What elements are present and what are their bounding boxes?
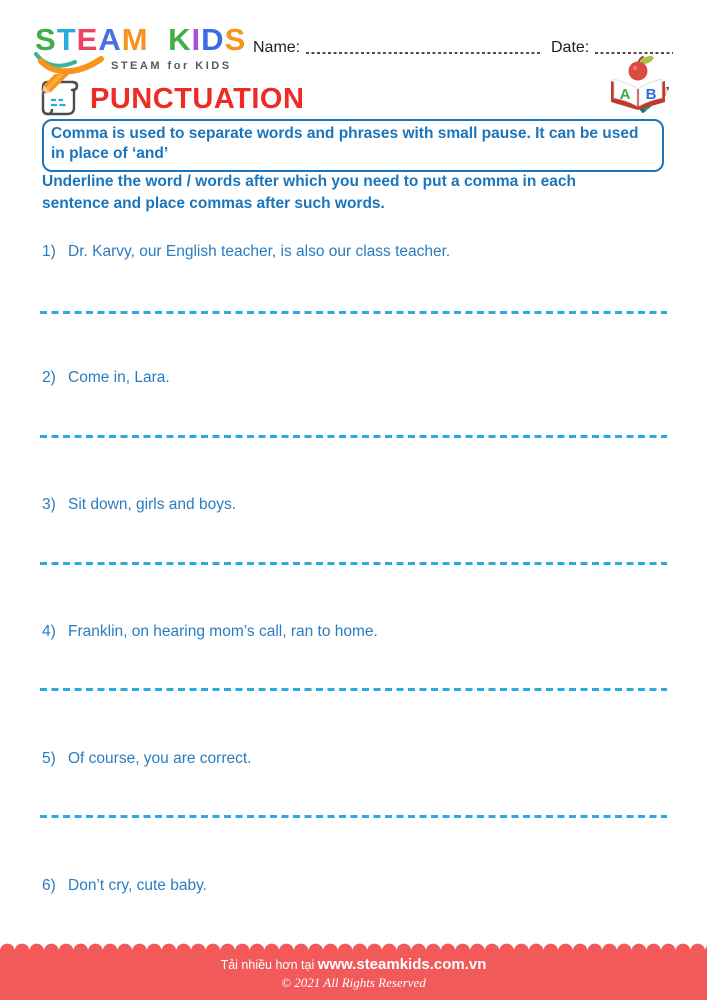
question-1 bbox=[42, 242, 662, 262]
question-text: Sit down, girls and boys. bbox=[68, 496, 237, 513]
pencil-scroll-icon bbox=[36, 74, 82, 118]
answer-line-4 bbox=[40, 688, 667, 691]
logo-letter: M bbox=[121, 22, 149, 57]
logo-letter: T bbox=[56, 22, 77, 57]
name-field bbox=[253, 40, 541, 56]
logo-word-steam bbox=[35, 24, 149, 55]
answer-line-2 bbox=[40, 435, 667, 438]
answer-line-3 bbox=[40, 562, 667, 565]
date-field bbox=[551, 40, 673, 56]
date-label: Date: bbox=[551, 39, 590, 56]
svg-text:A: A bbox=[619, 86, 631, 103]
question-number: 3) bbox=[42, 496, 56, 513]
question-number: 6) bbox=[42, 877, 56, 894]
answer-line-1 bbox=[40, 311, 667, 314]
footer-website-url: www.steamkids.com.vn bbox=[317, 956, 487, 973]
logo-letter: S bbox=[35, 22, 57, 57]
question-6 bbox=[42, 876, 662, 896]
logo-letter: A bbox=[98, 22, 122, 57]
question-number: 1) bbox=[42, 243, 56, 260]
question-text: Franklin, on hearing mom’s call, ran to home. bbox=[68, 623, 378, 640]
logo-letter: E bbox=[76, 22, 99, 57]
question-4 bbox=[42, 622, 662, 642]
logo-letter: K bbox=[168, 22, 192, 57]
answer-line-5 bbox=[40, 815, 667, 818]
logo-letter: S bbox=[224, 22, 247, 57]
question-number: 4) bbox=[42, 623, 56, 640]
footer-download-prefix: Tải nhiều hơn tại bbox=[220, 958, 318, 972]
comma-rule-text: Comma is used to separate words and phrases with small pause. It can be used in place of ‘and’ bbox=[51, 125, 639, 163]
date-write-line bbox=[595, 52, 673, 54]
instructions: Underline the word / words after which you need to put a comma in each sentence and place commas after such words. bbox=[42, 173, 576, 212]
swoosh-icon bbox=[33, 52, 111, 76]
question-2 bbox=[42, 368, 662, 388]
title-row bbox=[36, 74, 304, 118]
name-label: Name: bbox=[253, 39, 301, 56]
logo-wordmark bbox=[35, 24, 250, 55]
ab-book-apple-pencil-icon bbox=[605, 55, 671, 113]
page-title: PUNCTUATION bbox=[90, 82, 305, 115]
footer-download-line bbox=[0, 950, 707, 973]
question-5 bbox=[42, 749, 662, 769]
question-text: Don’t cry, cute baby. bbox=[68, 877, 207, 894]
question-text: Dr. Karvy, our English teacher, is also our class teacher. bbox=[68, 243, 451, 260]
footer-copyright: © 2021 All Rights Reserved bbox=[281, 975, 426, 990]
question-text: Come in, Lara. bbox=[68, 369, 170, 386]
logo-letter: D bbox=[201, 22, 225, 57]
question-number: 5) bbox=[42, 750, 56, 767]
svg-text:B: B bbox=[645, 86, 657, 103]
name-write-line bbox=[306, 52, 541, 54]
logo-letter: I bbox=[191, 22, 202, 57]
steam-kids-logo bbox=[35, 24, 250, 76]
footer bbox=[0, 950, 707, 1000]
comma-rule-box bbox=[42, 119, 664, 172]
question-3 bbox=[42, 495, 662, 515]
question-text: Of course, you are correct. bbox=[68, 750, 252, 767]
logo-word-kids bbox=[168, 24, 246, 55]
logo-subtitle: STEAM for KIDS bbox=[111, 60, 232, 72]
question-number: 2) bbox=[42, 369, 56, 386]
